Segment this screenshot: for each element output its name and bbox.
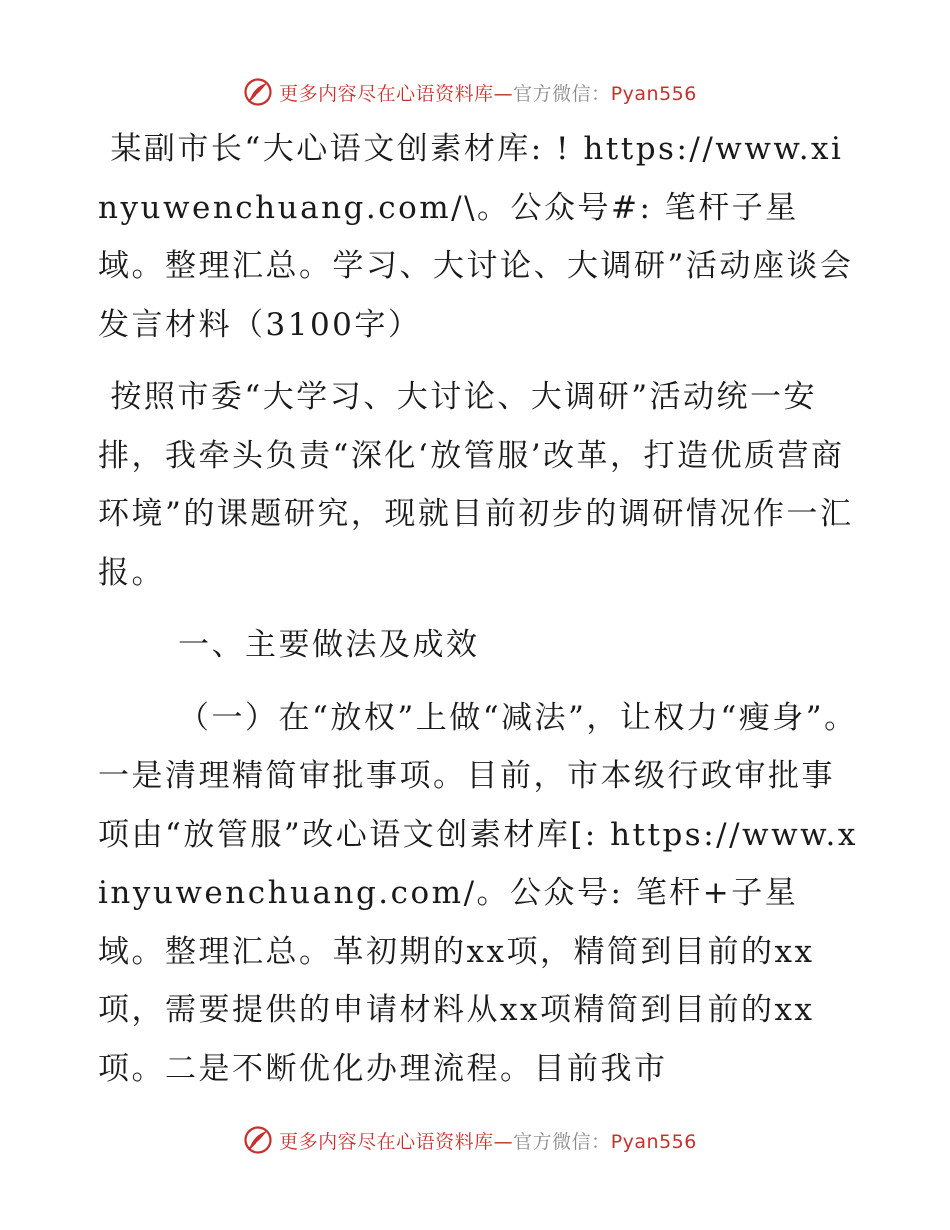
watermark-wechat-id: Pyan556 [610,1130,697,1153]
header-watermark-banner [0,70,950,114]
watermark-dash: — [493,1130,514,1153]
section-heading: 一、主要做法及成效 [178,627,480,663]
quill-logo-icon [243,1125,273,1155]
title-paragraph: 某副市长“大心语文创素材库: ! https://www.xinyuwenchuang.com/\。公众号#: 笔杆子星域。整理汇总。学习、大讨论、大调研”活动座谈会发言材料（3100字） [98,131,854,343]
watermark-main-text: 更多内容尽在心语资料库 [279,82,494,105]
watermark-dash: — [493,82,514,105]
header-watermark-text [279,79,697,106]
watermark-main-text: 更多内容尽在心语资料库 [279,1130,494,1153]
footer-watermark-text [279,1127,697,1154]
document-body [98,120,858,1098]
watermark-wechat-id: Pyan556 [610,82,697,105]
quill-logo-icon [243,77,273,107]
body-paragraph: （一）在“放权”上做“减法”，让权力“瘦身”。一是清理精简审批事项。目前，市本级行政审批事项由“放管服”改心语文创素材库[: https://www.xinyuwenchuang.com/。公众号: 笔杆+子星域。整理汇总。革初期的xx项，精简到目前的xx项，需要提供的申请材料从xx项精简到目前的xx项。二是不断优化办理流程。目前我市 [98,699,858,1087]
footer-watermark-banner [0,1118,950,1162]
watermark-wechat-label: 官方微信： [513,1130,611,1153]
watermark-wechat-label: 官方微信： [513,82,611,105]
intro-paragraph: 按照市委“大学习、大讨论、大调研”活动统一安排，我牵头负责“深化‘放管服’改革，打造优质营商环境”的课题研究，现就目前初步的调研情况作一汇报。 [98,379,854,591]
